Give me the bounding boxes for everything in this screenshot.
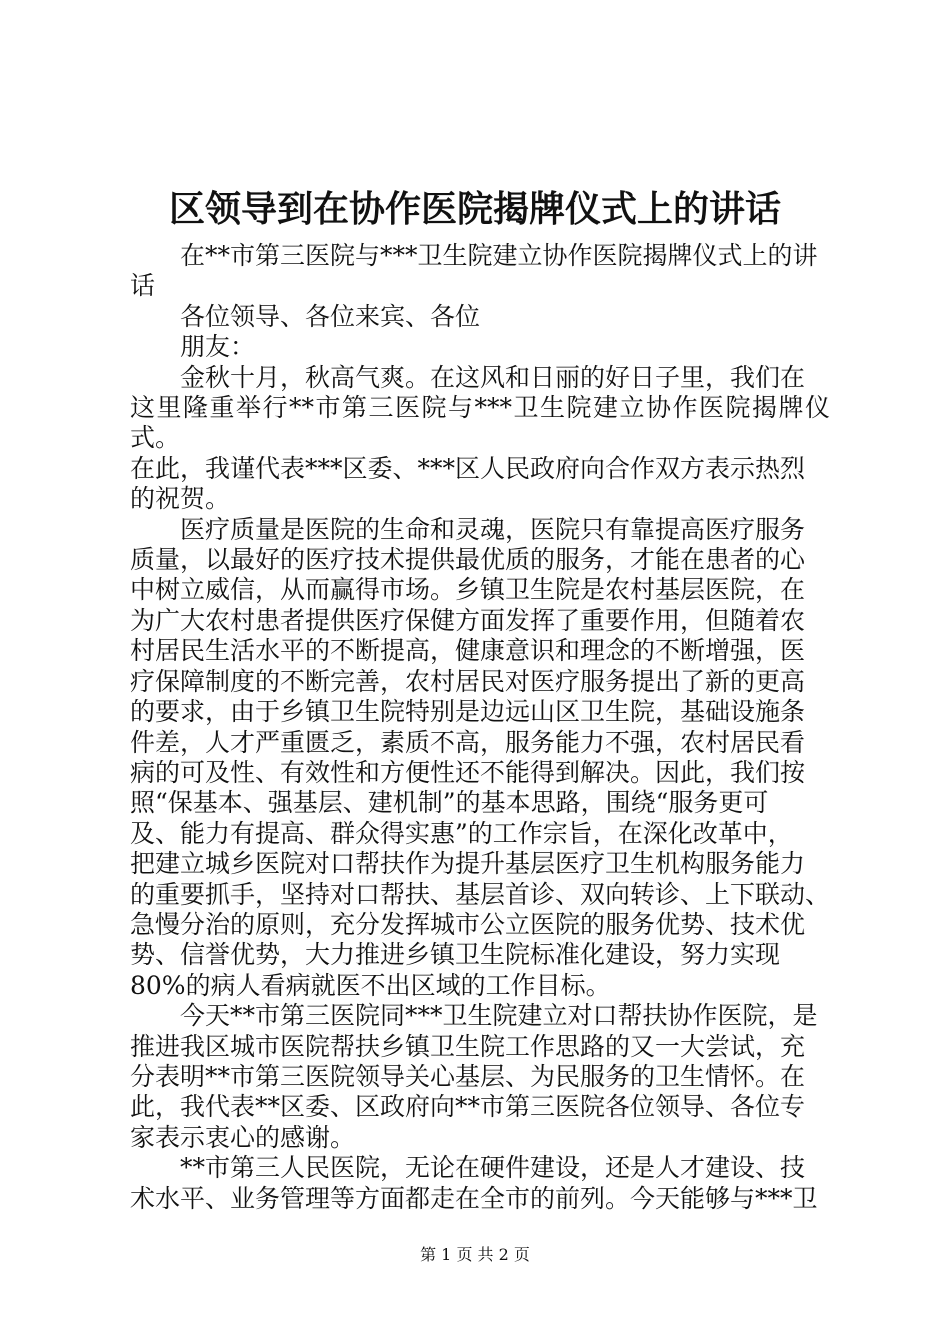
paragraph-thanks: 今天**市第三医院同***卫生院建立对口帮扶协作医院，是 推进我区城市医院帮扶乡镇卫生院工作思路的又一大尝试，充 分表明**市第三医院领导关心基层、为民服务的卫生情怀。在 此，我代表**区委、区政府向**市第三医院各位领导、各位专 家表示衷心的感谢。	[130, 1001, 818, 1152]
paragraph-opening: 金秋十月，秋高气爽。在这风和日丽的好日子里，我们在 这里隆重举行**市第三医院与***卫生院建立协作医院揭牌仪式。 在此，我谨代表***区委、***区人民政府向合作双方表示热烈 的祝贺。	[130, 362, 830, 514]
paragraph-salutation: 各位领导、各位来宾、各位	[180, 301, 481, 331]
document-title: 区领导到在协作医院揭牌仪式上的讲话	[168, 188, 781, 230]
paragraph-heading-line: 在**市第三医院与***卫生院建立协作医院揭牌仪式上的讲 话	[130, 241, 818, 301]
page-footer: 第 1 页 共 2 页	[420, 1245, 530, 1264]
paragraph-medical-quality: 医疗质量是医院的生命和灵魂，医院只有靠提高医疗服务 质量，以最好的医疗技术提供最优质的服务，才能在患者的心 中树立威信，从而赢得市场。乡镇卫生院是农村基层医院，在 为广大农村患者提供医疗保健方面发挥了重要作用，但随着农 村居民生活水平的不断提高，健康意识和理念的不断增强，医 疗保障制度的不断完善，农村居民对医疗服务提出了新的更高 的要求，由于乡镇卫生院特别是边远山区卫生院，基础设施条 件差，人才严重匮乏，素质不高，服务能力不强，农村居民看 病的可及性、有效性和方便性还不能得到解决。因此，我们按 照“保基本、强基层、建机制”的基本思路，围绕“服务更可 及、能力有提高、群众得实惠”的工作宗旨，在深化改革中， 把建立城乡医院对口帮扶作为提升基层医疗卫生机构服务能力 的重要抓手，坚持对口帮扶、基层首诊、双向转诊、上下联动、 急慢分治的原则，充分发挥城市公立医院的服务优势、技术优 势、信誉优势，大力推进乡镇卫生院标准化建设，努力实现 80%的病人看病就医不出区域的工作目标。	[130, 514, 831, 1000]
document-body	[130, 241, 830, 1214]
paragraph-salutation-end: 朋友：	[180, 332, 256, 362]
paragraph-hospital-intro: **市第三人民医院，无论在硬件建设，还是人才建设、技 术水平、业务管理等方面都走在全市的前列。今天能够与***卫	[130, 1153, 818, 1213]
